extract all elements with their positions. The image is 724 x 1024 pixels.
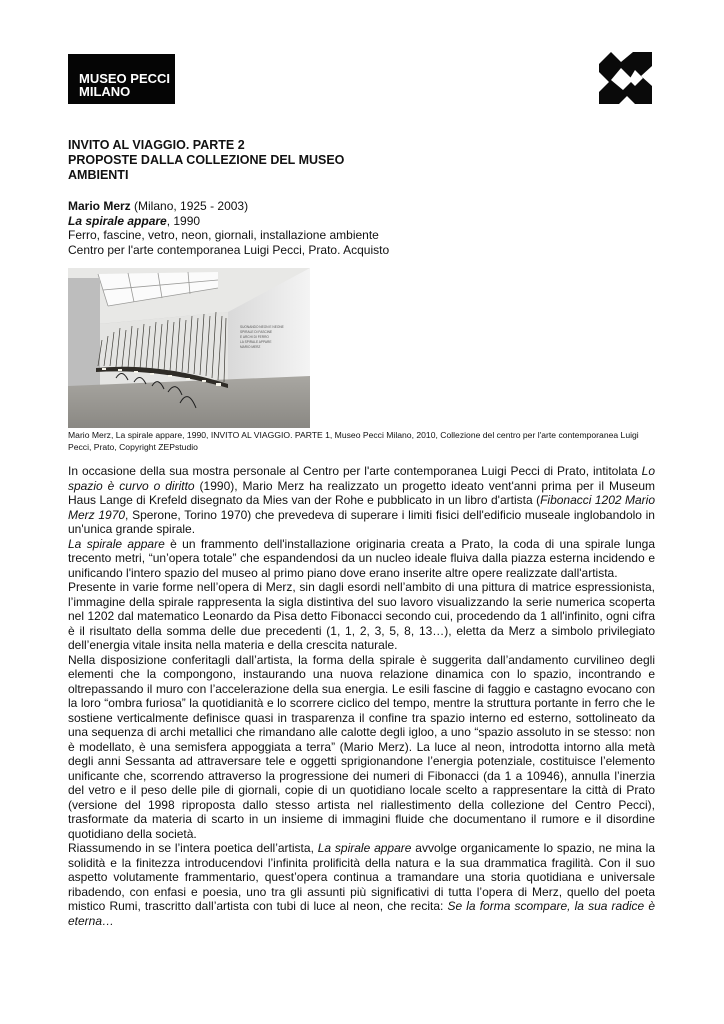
wall-text-line-2: SPIRALE DI FASCINE xyxy=(240,330,273,334)
wall-text-line-3: E ARCHI DI FERRO xyxy=(240,335,269,339)
photo-caption: Mario Merz, La spirale appare, 1990, INVITO AL VIAGGIO. PARTE 1, Museo Pecci Milano, 2010, Collezione del centro per l'arte contemporanea Luigi Pecci, Prato, Copyright ZEPstudio xyxy=(68,430,639,452)
wall-text-line-4: LA SPIRALE APPARE xyxy=(240,340,272,344)
wall-text-line-5: MARIO MERZ xyxy=(240,345,261,349)
artist-name: Mario Merz xyxy=(68,199,131,213)
paragraph-3: Presente in varie forme nell’opera di Merz, sin dagli esordi nell’ambito di una pittura di matrice espressionista, l’immagine della spirale rappresenta la sigla distintiva del suo lavoro visualizzando la serie numerica scoperta nel 1202 dal matematico Leonardo da Pisa detto Fibonacci secondo cui, procedendo da 1 all'infinito, ogni cifra è il risultato della somma delle due precedenti (1, 1, 2, 3, 5, 8, 13…), eletta da Merz a simbolo privilegiato dell’energia vitale insita nella materia e della crescita naturale. xyxy=(68,580,655,652)
artwork-title: La spirale appare xyxy=(68,213,167,228)
paragraph-2: La spirale appare è un frammento dell'installazione originaria creata a Prato, la coda di una spirale lunga trecento metri, “un’opera totale” che espandendosi da un nucleo ideale fluiva dalla piazza esterna incidendo e unificando l'intero spazio del museo al primo piano dove erano inserite altre opere realizzate dall'artista. xyxy=(68,536,655,580)
paragraph-1: In occasione della sua mostra personale al Centro per l'arte contemporanea Luigi Pecci di Prato, intitolata Lo spazio è curvo o diritto (1990), Mario Merz ha realizzato un progetto ideato vent'anni prima per il Museum Haus Lange di Krefeld disegnato da Mies van der Rohe e pubblicato in un libro d'artista (Fibonacci 1202 Mario Merz 1970, Sperone, Torino 1970) che prevedeva di superare i limiti fisici dell'edificio museale inglobandolo in un'unica grande spirale. xyxy=(68,464,655,536)
heading-subtitle: PROPOSTE DALLA COLLEZIONE DEL MUSEO xyxy=(68,153,345,167)
museo-pecci-mark-icon xyxy=(599,52,652,104)
artwork-materials: Ferro, fascine, vetro, neon, giornali, installazione ambiente xyxy=(68,228,379,242)
artwork-collection: Centro per l'arte contemporanea Luigi Pecci, Prato. Acquisto xyxy=(68,242,390,257)
installation-photo xyxy=(68,268,310,428)
artist-dates: (Milano, 1925 - 2003) xyxy=(130,199,249,213)
museo-pecci-logo xyxy=(68,54,175,104)
logo-line-1: MUSEO PECCI xyxy=(79,71,171,86)
heading-section: AMBIENTI xyxy=(68,168,129,182)
heading-title: INVITO AL VIAGGIO. PARTE 2 xyxy=(68,138,245,152)
body-text xyxy=(68,464,655,928)
paragraph-5: Riassumendo in se l’intera poetica dell’artista, La spirale appare avvolge organicamente lo spazio, ne mina la solidità e la finitezza introducendovi l’infinita prolificità della natura e la sua drammatica fragilità. Con il suo aspetto volutamente frammentario, quest’opera continua a tramandare una storia quotidiana e universale ribadendo, con enfasi e poesia, uno tra gli assunti più significativi di tutta l’opera di Merz, quello del poeta mistico Rumi, trascritto dall’artista con tubi di luce al neon, che recita: Se la forma scompare, la sua radice è eterna… xyxy=(68,841,656,928)
artwork-year: , 1990 xyxy=(166,213,201,228)
artwork-details xyxy=(68,199,389,257)
logo-line-2: MILANO xyxy=(79,84,131,99)
wall-text-line-1: SUONANDO NEON E NEONE xyxy=(240,325,284,329)
document-headings xyxy=(68,138,344,183)
paragraph-4: Nella disposizione conferitagli dall’artista, la forma della spirale è suggerita dall’andamento curvilineo degli elementi che la compongono, instaurando una nuova relazione dinamica con lo spazio, incontrando e oltrepassando il muro con l’accelerazione della sua energia. Le esili fascine di faggio e castagno evocano con la loro “ombra furiosa” la quotidianità e lo scorrere ciclico del tempo, mentre la struttura portante in ferro che le sostiene verticalmente definisce quasi in trasparenza il confine tra spazio interno ed esterno, sottolineato da una sequenza di archi metallici che rimandano alle calotte degli igloo, a uno “spazio assoluto in se stesso: non è modellato, è una semisfera appoggiata a terra” (Mario Merz). La luce al neon, introdotta intorno alla metà degli anni Sessanta ad attraversare tele e oggetti sprigionandone l’energia potenziale, costituisce l’elemento unificante che, scorrendo attraverso la progressione dei numeri di Fibonacci (da 1 a 10946), annulla l’inerzia del vetro e il peso delle pile di giornali, copie di un quotidiano locale scelto a rappresentare la città di Prato (versione del 1998 riproposta dallo stesso artista nel riallestimento della collezione del Centro Pecci), trasformate da materia di scarto in un insieme di immagini fluide che documentano il rumore e il disordine quotidiano della società. xyxy=(68,652,655,841)
